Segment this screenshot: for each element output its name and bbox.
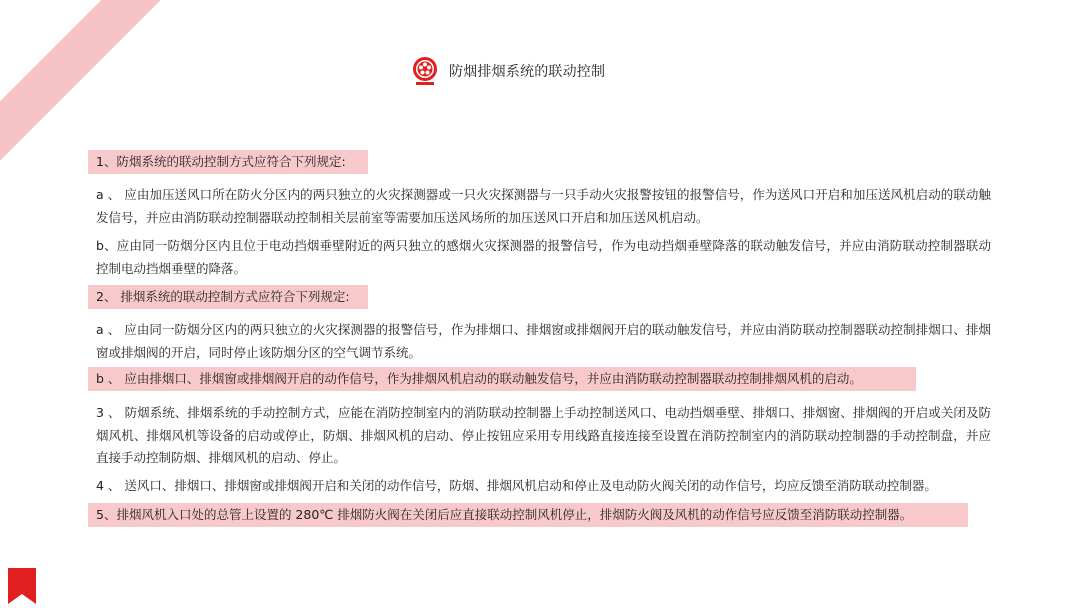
film-reel-logo-icon: [411, 56, 439, 86]
paragraph-3: 3 、 防烟系统、排烟系统的手动控制方式，应能在消防控制室内的消防联动控制器上手动控制送风口、电动挡烟垂壁、排烟口、排烟窗、排烟阀的开启或关闭及防烟风机、排烟风机等设备的启动或停止，防烟、排烟风机的启动、停止按钮应采用专用线路直接连接至设置在消防控制室内的消防联动控制器的手动控制盘，并应直接手动控制防烟、排烟风机的启动、停止。: [96, 405, 991, 465]
paragraph-4: 4 、 送风口、排烟口、排烟窗或排烟阀开启和关闭的动作信号，防烟、排烟风机启动和停止及电动防火阀关闭的动作信号，均应反馈至消防联动控制器。: [96, 478, 937, 493]
corner-decoration-stripe: [0, 0, 177, 168]
section-heading-1: 1、防烟系统的联动控制方式应符合下列规定:: [96, 154, 346, 169]
bookmark-icon: [8, 568, 36, 604]
page-title: 防烟排烟系统的联动控制: [449, 64, 606, 80]
paragraph-1b: b、应由同一防烟分区内且位于电动挡烟垂壁附近的两只独立的感烟火灾探测器的报警信号，作为电动挡烟垂壁降落的联动触发信号，并应由消防联动控制器联动控制电动挡烟垂壁的降落。: [96, 238, 991, 276]
paragraph-2b: b 、 应由排烟口、排烟窗或排烟阀开启的动作信号，作为排烟风机启动的联动触发信号，并应由消防联动控制器联动控制排烟风机的启动。: [96, 371, 862, 386]
paragraph-5: 5、排烟风机入口处的总管上设置的 280℃ 排烟防火阀在关闭后应直接联动控制风机停止，排烟防火阀及风机的动作信号应反馈至消防联动控制器。: [96, 507, 913, 522]
section-heading-2: 2、 排烟系统的联动控制方式应符合下列规定:: [96, 289, 350, 304]
slide-header: [411, 56, 605, 86]
paragraph-1a: a 、 应由加压送风口所在防火分区内的两只独立的火灾探测器或一只火灾探测器与一只手动火灾报警按钮的报警信号，作为送风口开启和加压送风机启动的联动触发信号，并应由消防联动控制器联动控制相关层前室等需要加压送风场所的加压送风口开启和加压送风机启动。: [96, 187, 991, 225]
paragraph-2a: a 、 应由同一防烟分区内的两只独立的火灾探测器的报警信号，作为排烟口、排烟窗或排烟阀开启的联动触发信号，并应由消防联动控制器联动控制排烟口、排烟窗或排烟阀的开启，同时停止该防烟分区的空气调节系统。: [96, 322, 991, 360]
